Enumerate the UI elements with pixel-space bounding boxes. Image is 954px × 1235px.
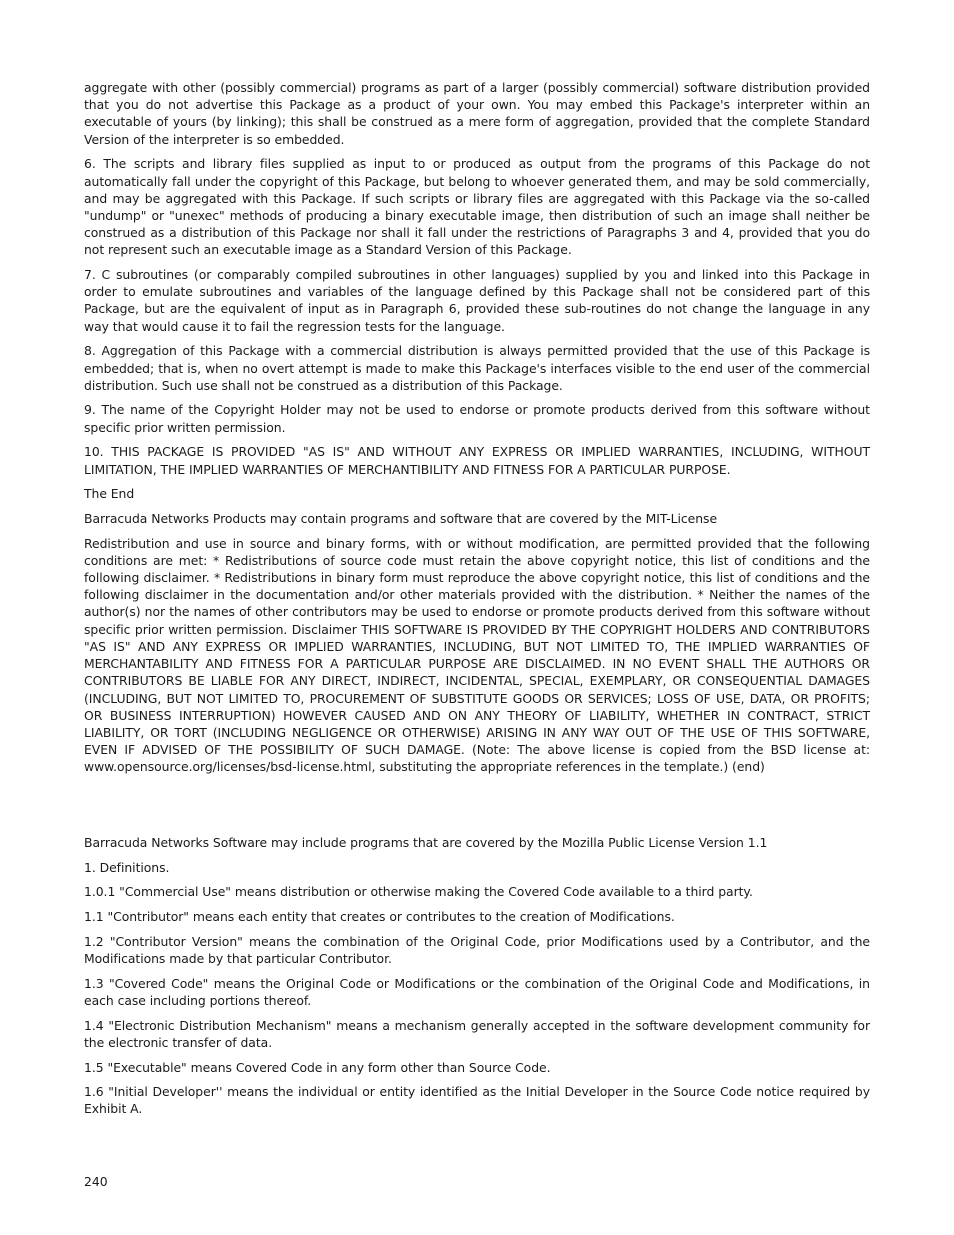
- paragraph-mit-license-intro: Barracuda Networks Products may contain programs and software that are covered by the MIT-License: [84, 510, 718, 526]
- paragraph-mozilla-license-intro: Barracuda Networks Software may include programs that are covered by the Mozilla Public License Version 1.1: [84, 835, 768, 851]
- paragraph-clause-7: 7. C subroutines (or comparably compiled subroutines in other languages) supplied by you and linked into this Package in order to emulate subroutines and variables of the language defined by this Package shall not be considered part of this Package, but are the equivalent of input as in Paragraph 6, provided these sub-routines do not change the language in any way that would cause it to fail the regression tests for the language.: [84, 267, 870, 334]
- page-number: 240: [84, 1174, 108, 1189]
- document-body: [84, 79, 870, 1125]
- paragraph-definition-1-1: 1.1 "Contributor" means each entity that creates or contributes to the creation of Modifications.: [84, 909, 675, 925]
- paragraph-definition-1-3: 1.3 "Covered Code" means the Original Code or Modifications or the combination of the Original Code and Modifications, in each case including portions thereof.: [84, 975, 870, 1008]
- paragraph-the-end: The End: [84, 486, 135, 502]
- paragraph-definition-1-5: 1.5 "Executable" means Covered Code in any form other than Source Code.: [84, 1059, 551, 1075]
- paragraph-clause-9: 9. The name of the Copyright Holder may not be used to endorse or promote products derived from this software without specific prior written permission.: [84, 402, 870, 435]
- paragraph-clause-8: 8. Aggregation of this Package with a commercial distribution is always permitted provided that the use of this Package is embedded; that is, when no overt attempt is made to make this Package's interfaces visible to the end user of the commercial distribution. Such use shall not be construed as a distribution of this Package.: [84, 343, 870, 393]
- section-spacer: [84, 783, 870, 834]
- paragraph-definition-1-0-1: 1.0.1 "Commercial Use" means distribution or otherwise making the Covered Code available to a third party.: [84, 884, 753, 900]
- paragraph-definitions-heading: 1. Definitions.: [84, 859, 170, 875]
- paragraph-clause-10: 10. THIS PACKAGE IS PROVIDED "AS IS" AND WITHOUT ANY EXPRESS OR IMPLIED WARRANTIES, INCLUDING, WITHOUT LIMITATION, THE IMPLIED WARRANTIES OF MERCHANTIBILITY AND FITNESS FOR A PARTICULAR PURPOSE.: [84, 444, 870, 477]
- paragraph-clause-6: 6. The scripts and library files supplied as input to or produced as output from the programs of this Package do not automatically fall under the copyright of this Package, but belong to whoever generated them, and may be sold commercially, and may be aggregated with this Package. If such scripts or library files are aggregated with this Package via the so-called "undump" or "unexec" methods of producing a binary executable image, then distribution of such an image shall neither be construed as a distribution of this Package nor shall it fall under the restrictions of Paragraphs 3 and 4, provided that you do not represent such an executable image as a Standard Version of this Package.: [84, 156, 870, 258]
- paragraph-aggregation-continued: aggregate with other (possibly commercial) programs as part of a larger (possibly commercial) software distribution provided that you do not advertise this Package as a product of your own. You may embed this Package's interpreter within an executable of yours (by linking); this shall be construed as a mere form of aggregation, provided that the complete Standard Version of the interpreter is so embedded.: [84, 80, 870, 147]
- paragraph-definition-1-2: 1.2 "Contributor Version" means the combination of the Original Code, prior Modifications used by a Contributor, and the Modifications made by that particular Contributor.: [84, 933, 870, 967]
- paragraph-definition-1-4: 1.4 "Electronic Distribution Mechanism" means a mechanism generally accepted in the software development community for the electronic transfer of data.: [84, 1017, 870, 1050]
- paragraph-mit-license-text: Redistribution and use in source and binary forms, with or without modification, are permitted provided that the following conditions are met: * Redistributions of source code must retain the above copyright notice, this list of conditions and the following disclaimer. * Redistributions in binary form must reproduce the above copyright notice, this list of conditions and the following disclaimer in the documentation and/or other materials provided with the distribution. * Neither the names of the author(s) nor the names of other contributors may be used to endorse or promote products derived from this software without specific prior written permission. Disclaimer THIS SOFTWARE IS PROVIDED BY THE COPYRIGHT HOLDERS AND CONTRIBUTORS "AS IS" AND ANY EXPRESS OR IMPLIED WARRANTIES, INCLUDING, BUT NOT LIMITED TO, THE IMPLIED WARRANTIES OF MERCHANTABILITY AND FITNESS FOR A PARTICULAR PURPOSE ARE DISCLAIMED. IN NO EVENT SHALL THE AUTHORS OR CONTRIBUTORS BE LIABLE FOR ANY DIRECT, INDIRECT, INCIDENTAL, SPECIAL, EXEMPLARY, OR CONSEQUENTIAL DAMAGES (INCLUDING, BUT NOT LIMITED TO, PROCUREMENT OF SUBSTITUTE GOODS OR SERVICES; LOSS OF USE, DATA, OR PROFITS; OR BUSINESS INTERRUPTION) HOWEVER CAUSED AND ON ANY THEORY OF LIABILITY, WHETHER IN CONTRACT, STRICT LIABILITY, OR TORT (INCLUDING NEGLIGENCE OR OTHERWISE) ARISING IN ANY WAY OUT OF THE USE OF THIS SOFTWARE, EVEN IF ADVISED OF THE POSSIBILITY OF SUCH DAMAGE. (Note: The above license is copied from the BSD license at: www.opensource.org/licenses/bsd-license.html, substituting the appropriate references in the template.) (end): [84, 535, 870, 775]
- paragraph-definition-1-6: 1.6 "Initial Developer'' means the individual or entity identified as the Initial Developer in the Source Code notice required by Exhibit A.: [84, 1084, 870, 1117]
